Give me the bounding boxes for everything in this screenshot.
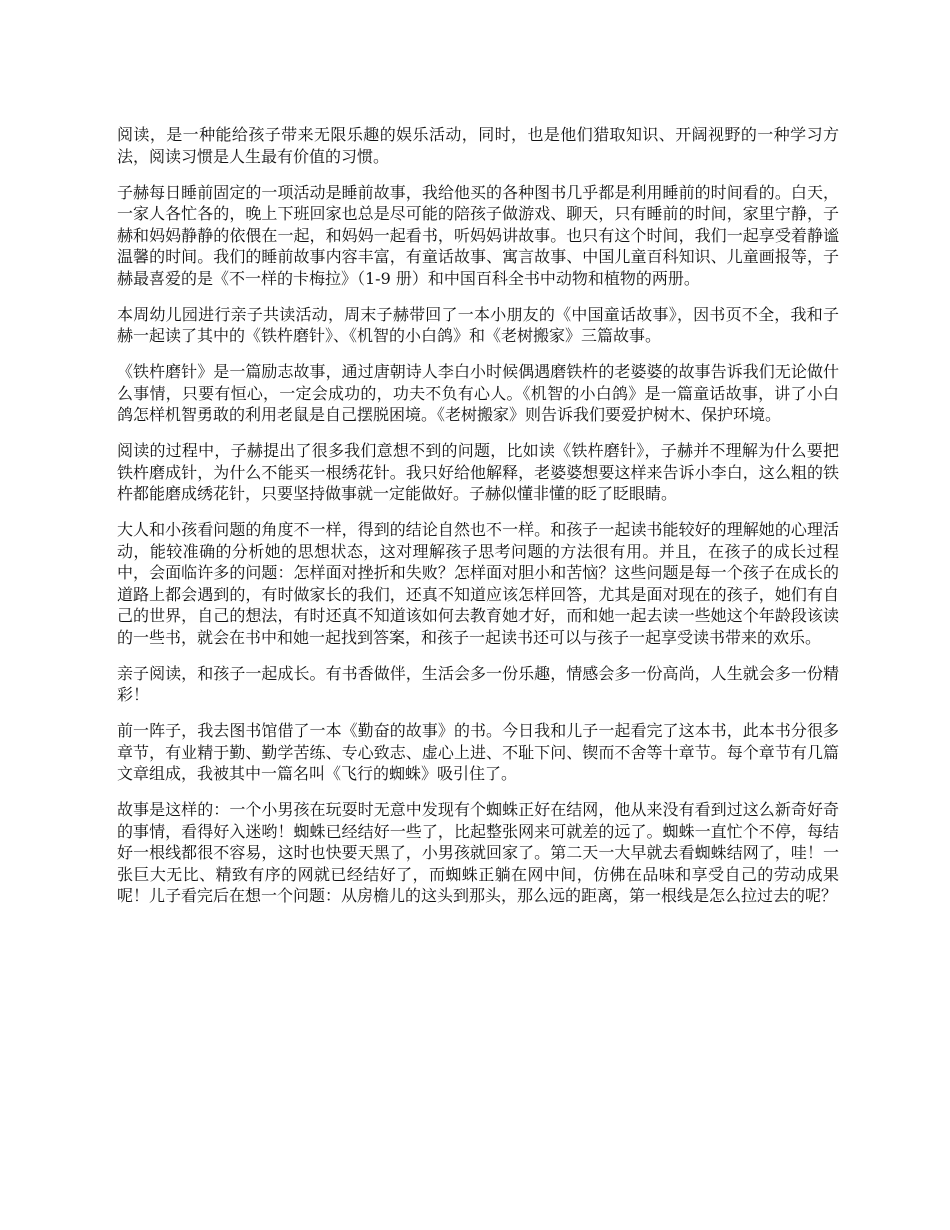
paragraph-9: 故事是这样的：一个小男孩在玩耍时无意中发现有个蜘蛛正好在结网，他从来没有看到过这么新奇好奇的事情，看得好入迷哟！蜘蛛已经结好一些了，比起整张网来可就差的远了。蜘蛛一直忙个不停，每结好一根线都很不容易，这时也快要天黑了，小男孩就回家了。第二天一大早就去看蜘蛛结网了，哇！一张巨大无比、精致有序的网就已经结好了，而蜘蛛正躺在网中间，仿佛在品味和享受自己的劳动成果呢！儿子看完后在想一个问题：从房檐儿的这头到那头，那么远的距离，第一根线是怎么拉过去的呢？	[117, 800, 839, 905]
paragraph-2: 子赫每日睡前固定的一项活动是睡前故事，我给他买的各种图书几乎都是利用睡前的时间看的。白天，一家人各忙各的，晚上下班回家也总是尽可能的陪孩子做游戏、聊天，只有睡前的时间，家里宁静，子赫和妈妈静静的依偎在一起，和妈妈一起看书，听妈妈讲故事。也只有这个时间，我们一起享受着静谧温馨的时间。我们的睡前故事内容丰富，有童话故事、寓言故事、中国儿童百科知识、儿童画报等，子赫最喜爱的是《不一样的卡梅拉》（1-9 册）和中国百科全书中动物和植物的两册。	[117, 182, 839, 288]
document-body	[117, 124, 839, 921]
paragraph-4: 《铁杵磨针》是一篇励志故事，通过唐朝诗人李白小时候偶遇磨铁杵的老婆婆的故事告诉我们无论做什么事情，只要有恒心，一定会成功的，功夫不负有心人。《机智的小白鸽》是一篇童话故事，讲了小白鸽怎样机智勇敢的利用老鼠是自己摆脱困境。《老树搬家》则告诉我们要爱护树木、保护环境。	[117, 362, 839, 424]
paragraph-5: 阅读的过程中，子赫提出了很多我们意想不到的问题，比如读《铁杵磨针》，子赫并不理解为什么要把铁杵磨成针，为什么不能买一根绣花针。我只好给他解释，老婆婆想要这样来告诉小李白，这么粗的铁杵都能磨成绣花针，只要坚持做事就一定能做好。子赫似懂非懂的眨了眨眼睛。	[117, 441, 839, 503]
paragraph-7: 亲子阅读，和孩子一起成长。有书香做伴，生活会多一份乐趣，情感会多一份高尚，人生就会多一份精彩！	[117, 663, 839, 704]
paragraph-8: 前一阵子，我去图书馆借了一本《勤奋的故事》的书。今日我和儿子一起看完了这本书，此本书分很多章节，有业精于勤、勤学苦练、专心致志、虚心上进、不耻下问、锲而不舍等十章节。每个章节有几篇文章组成，我被其中一篇名叫《飞行的蜘蛛》吸引住了。	[117, 721, 839, 783]
paragraph-1: 阅读，是一种能给孩子带来无限乐趣的娱乐活动，同时，也是他们猎取知识、开阔视野的一种学习方法，阅读习惯是人生最有价值的习惯。	[117, 125, 839, 166]
paragraph-3: 本周幼儿园进行亲子共读活动，周末子赫带回了一本小朋友的《中国童话故事》，因书页不全，我和子赫一起读了其中的《铁杵磨针》、《机智的小白鸽》和《老树搬家》三篇故事。	[117, 304, 839, 345]
paragraph-6: 大人和小孩看问题的角度不一样，得到的结论自然也不一样。和孩子一起读书能较好的理解她的心理活动，能较准确的分析她的思想状态，这对理解孩子思考问题的方法很有用。并且，在孩子的成长过程中，会面临许多的问题：怎样面对挫折和失败？怎样面对胆小和苦恼？这些问题是每一个孩子在成长的道路上都会遇到的，有时做家长的我们，还真不知道应该怎样回答，尤其是面对现在的孩子，她们有自己的世界，自己的想法，有时还真不知道该如何去教育她才好，而和她一起去读一些她这个年龄段该读的一些书，就会在书中和她一起找到答案，和孩子一起读书还可以与孩子一起享受读书带来的欢乐。	[117, 520, 839, 647]
